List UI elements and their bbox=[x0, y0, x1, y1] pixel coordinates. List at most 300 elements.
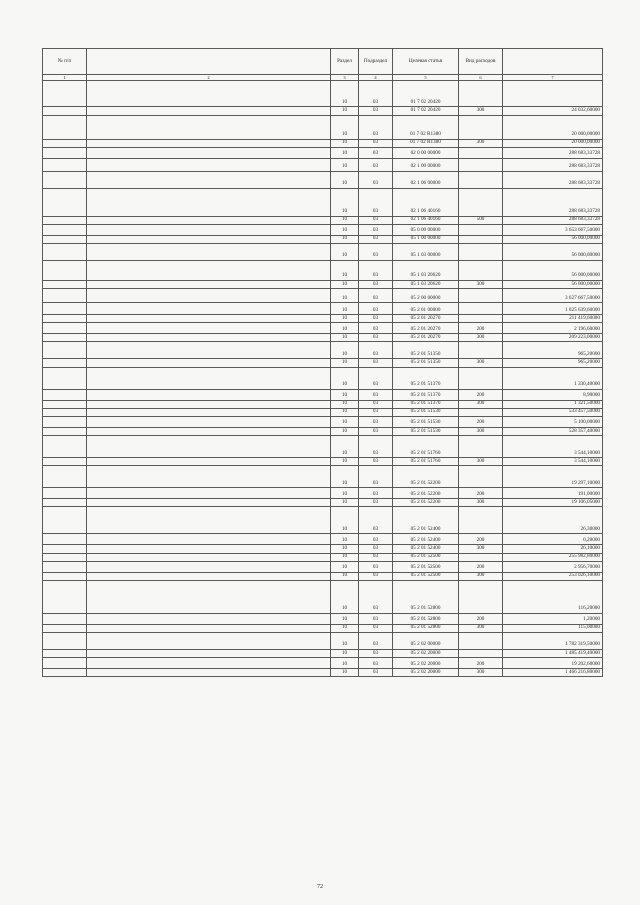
cell-number bbox=[43, 158, 87, 171]
cell-target-article: 05 2 01 51760 bbox=[393, 436, 459, 458]
table-row bbox=[43, 147, 603, 158]
cell-amount: 20 000,00000 bbox=[503, 139, 603, 147]
table-row bbox=[43, 545, 603, 553]
cell-target-article: 05 2 01 52400 bbox=[393, 545, 459, 553]
cell-razdel: 10 bbox=[331, 115, 359, 139]
cell-expense-type bbox=[459, 408, 503, 416]
cell-razdel: 10 bbox=[331, 572, 359, 580]
cell-number bbox=[43, 289, 87, 303]
cell-expense-type: 300 bbox=[459, 107, 503, 115]
table-row bbox=[43, 315, 603, 323]
cell-target-article: 05 2 01 52800 bbox=[393, 613, 459, 624]
cell-razdel: 10 bbox=[331, 158, 359, 171]
cell-target-article: 05 2 02 20000 bbox=[393, 650, 459, 658]
header-name bbox=[87, 49, 331, 75]
cell-target-article: 02 1 06 40160 bbox=[393, 188, 459, 216]
cell-number bbox=[43, 669, 87, 677]
cell-expense-type: 300 bbox=[459, 334, 503, 342]
cell-podrazdel: 03 bbox=[359, 158, 393, 171]
table-row bbox=[43, 427, 603, 435]
cell-razdel: 10 bbox=[331, 260, 359, 280]
cell-amount: 965,20000 bbox=[503, 342, 603, 359]
cell-podrazdel: 03 bbox=[359, 580, 393, 613]
budget-table bbox=[42, 48, 603, 677]
cell-expense-type bbox=[459, 436, 503, 458]
cell-name bbox=[87, 561, 331, 572]
cell-target-article: 02 1 06 00000 bbox=[393, 171, 459, 188]
cell-podrazdel: 03 bbox=[359, 669, 393, 677]
cell-name bbox=[87, 572, 331, 580]
cell-podrazdel: 03 bbox=[359, 408, 393, 416]
cell-razdel: 10 bbox=[331, 359, 359, 367]
cell-razdel: 10 bbox=[331, 561, 359, 572]
cell-name bbox=[87, 188, 331, 216]
header-number: № п/п bbox=[43, 49, 87, 75]
cell-target-article: 01 7 02 R1380 bbox=[393, 115, 459, 139]
cell-amount: 1,20000 bbox=[503, 613, 603, 624]
cell-expense-type: 200 bbox=[459, 323, 503, 334]
cell-name bbox=[87, 216, 331, 224]
cell-name bbox=[87, 624, 331, 632]
cell-razdel: 10 bbox=[331, 650, 359, 658]
table-row bbox=[43, 572, 603, 580]
cell-target-article: 05 2 01 52500 bbox=[393, 572, 459, 580]
column-number: 7 bbox=[503, 75, 603, 81]
cell-expense-type: 300 bbox=[459, 400, 503, 408]
cell-podrazdel: 03 bbox=[359, 147, 393, 158]
cell-expense-type bbox=[459, 235, 503, 243]
cell-razdel: 10 bbox=[331, 613, 359, 624]
cell-amount: 1 321,50000 bbox=[503, 400, 603, 408]
cell-name bbox=[87, 499, 331, 507]
table-row bbox=[43, 408, 603, 416]
cell-name bbox=[87, 280, 331, 288]
cell-podrazdel: 03 bbox=[359, 650, 393, 658]
cell-number bbox=[43, 216, 87, 224]
column-number: 6 bbox=[459, 75, 503, 81]
cell-name bbox=[87, 171, 331, 188]
table-row bbox=[43, 342, 603, 359]
cell-razdel: 10 bbox=[331, 507, 359, 534]
table-row bbox=[43, 171, 603, 188]
cell-name bbox=[87, 342, 331, 359]
cell-target-article: 01 7 02 20420 bbox=[393, 107, 459, 115]
cell-razdel: 10 bbox=[331, 224, 359, 235]
page-number: 72 bbox=[317, 884, 323, 890]
cell-podrazdel: 03 bbox=[359, 427, 393, 435]
table-row bbox=[43, 367, 603, 389]
cell-podrazdel: 03 bbox=[359, 235, 393, 243]
cell-name bbox=[87, 416, 331, 427]
cell-name bbox=[87, 613, 331, 624]
cell-name bbox=[87, 658, 331, 669]
cell-name bbox=[87, 427, 331, 435]
column-number: 2 bbox=[87, 75, 331, 81]
cell-expense-type: 300 bbox=[459, 545, 503, 553]
cell-number bbox=[43, 243, 87, 260]
cell-amount: 211 419,60000 bbox=[503, 315, 603, 323]
cell-expense-type bbox=[459, 158, 503, 171]
cell-number bbox=[43, 334, 87, 342]
cell-amount: 26,10000 bbox=[503, 545, 603, 553]
cell-name bbox=[87, 115, 331, 139]
cell-amount: 1 330,40000 bbox=[503, 367, 603, 389]
cell-razdel: 10 bbox=[331, 534, 359, 545]
cell-amount: 253 026,10000 bbox=[503, 572, 603, 580]
cell-podrazdel: 03 bbox=[359, 342, 393, 359]
cell-expense-type: 300 bbox=[459, 572, 503, 580]
cell-name bbox=[87, 669, 331, 677]
cell-expense-type bbox=[459, 303, 503, 315]
cell-target-article: 05 2 01 52800 bbox=[393, 624, 459, 632]
cell-razdel: 10 bbox=[331, 235, 359, 243]
cell-expense-type: 200 bbox=[459, 561, 503, 572]
cell-amount: 288 683,33728 bbox=[503, 171, 603, 188]
cell-number bbox=[43, 147, 87, 158]
cell-expense-type: 300 bbox=[459, 624, 503, 632]
table-row bbox=[43, 260, 603, 280]
cell-podrazdel: 03 bbox=[359, 466, 393, 488]
table-row bbox=[43, 650, 603, 658]
cell-amount: 56 000,00000 bbox=[503, 235, 603, 243]
cell-target-article: 05 2 02 20000 bbox=[393, 669, 459, 677]
table-row bbox=[43, 303, 603, 315]
cell-amount: 19 297,10000 bbox=[503, 466, 603, 488]
cell-razdel: 10 bbox=[331, 553, 359, 561]
cell-name bbox=[87, 507, 331, 534]
cell-number bbox=[43, 81, 87, 107]
cell-name bbox=[87, 545, 331, 553]
header-podrazdel: Подраздел bbox=[359, 49, 393, 75]
cell-number bbox=[43, 613, 87, 624]
cell-podrazdel: 03 bbox=[359, 216, 393, 224]
cell-razdel: 10 bbox=[331, 633, 359, 650]
table-row bbox=[43, 107, 603, 115]
cell-number bbox=[43, 359, 87, 367]
cell-razdel: 10 bbox=[331, 466, 359, 488]
table-row bbox=[43, 188, 603, 216]
cell-name bbox=[87, 315, 331, 323]
cell-amount: 528 357,40000 bbox=[503, 427, 603, 435]
column-number: 3 bbox=[331, 75, 359, 81]
cell-amount: 288 683,33728 bbox=[503, 147, 603, 158]
table-row bbox=[43, 224, 603, 235]
cell-target-article: 01 7 02 R1380 bbox=[393, 139, 459, 147]
cell-podrazdel: 03 bbox=[359, 507, 393, 534]
cell-podrazdel: 03 bbox=[359, 107, 393, 115]
cell-number bbox=[43, 367, 87, 389]
cell-expense-type bbox=[459, 650, 503, 658]
cell-expense-type bbox=[459, 115, 503, 139]
cell-number bbox=[43, 188, 87, 216]
cell-name bbox=[87, 367, 331, 389]
cell-expense-type: 200 bbox=[459, 613, 503, 624]
table-header-row bbox=[43, 49, 603, 75]
cell-number bbox=[43, 624, 87, 632]
cell-name bbox=[87, 458, 331, 466]
cell-razdel: 10 bbox=[331, 81, 359, 107]
cell-podrazdel: 03 bbox=[359, 613, 393, 624]
cell-number bbox=[43, 466, 87, 488]
cell-razdel: 10 bbox=[331, 280, 359, 288]
cell-podrazdel: 03 bbox=[359, 416, 393, 427]
cell-target-article: 05 2 01 51530 bbox=[393, 427, 459, 435]
cell-number bbox=[43, 303, 87, 315]
cell-podrazdel: 03 bbox=[359, 400, 393, 408]
table-row bbox=[43, 81, 603, 107]
cell-podrazdel: 03 bbox=[359, 224, 393, 235]
cell-amount: 20 000,00000 bbox=[503, 115, 603, 139]
cell-expense-type bbox=[459, 342, 503, 359]
cell-target-article: 05 2 01 51350 bbox=[393, 359, 459, 367]
cell-expense-type: 300 bbox=[459, 280, 503, 288]
cell-expense-type bbox=[459, 315, 503, 323]
cell-number bbox=[43, 561, 87, 572]
column-number: 1 bbox=[43, 75, 87, 81]
cell-amount: 8,90000 bbox=[503, 389, 603, 400]
cell-podrazdel: 03 bbox=[359, 389, 393, 400]
cell-expense-type bbox=[459, 243, 503, 260]
cell-expense-type bbox=[459, 188, 503, 216]
cell-podrazdel: 03 bbox=[359, 115, 393, 139]
cell-razdel: 10 bbox=[331, 323, 359, 334]
cell-name bbox=[87, 334, 331, 342]
cell-number bbox=[43, 488, 87, 499]
cell-expense-type bbox=[459, 289, 503, 303]
cell-amount: 3 653 667,50000 bbox=[503, 224, 603, 235]
cell-razdel: 10 bbox=[331, 367, 359, 389]
cell-target-article: 01 7 02 20420 bbox=[393, 81, 459, 107]
cell-podrazdel: 03 bbox=[359, 315, 393, 323]
cell-amount: 3 627 667,50000 bbox=[503, 289, 603, 303]
cell-expense-type: 500 bbox=[459, 216, 503, 224]
cell-number bbox=[43, 545, 87, 553]
cell-razdel: 10 bbox=[331, 458, 359, 466]
cell-target-article: 05 2 01 51370 bbox=[393, 367, 459, 389]
cell-podrazdel: 03 bbox=[359, 334, 393, 342]
cell-expense-type: 300 bbox=[459, 359, 503, 367]
cell-razdel: 10 bbox=[331, 408, 359, 416]
cell-podrazdel: 03 bbox=[359, 488, 393, 499]
cell-expense-type: 300 bbox=[459, 499, 503, 507]
cell-expense-type: 300 bbox=[459, 427, 503, 435]
table-row bbox=[43, 243, 603, 260]
cell-target-article: 05 2 02 00000 bbox=[393, 633, 459, 650]
table-row bbox=[43, 436, 603, 458]
table-row bbox=[43, 669, 603, 677]
table-row bbox=[43, 466, 603, 488]
cell-amount: 19 202,60000 bbox=[503, 658, 603, 669]
cell-target-article: 05 2 01 52400 bbox=[393, 534, 459, 545]
cell-target-article: 05 2 01 52400 bbox=[393, 507, 459, 534]
cell-amount: 3 544,10000 bbox=[503, 436, 603, 458]
cell-amount: 1 025 639,60000 bbox=[503, 303, 603, 315]
cell-number bbox=[43, 139, 87, 147]
cell-razdel: 10 bbox=[331, 289, 359, 303]
cell-razdel: 10 bbox=[331, 315, 359, 323]
cell-number bbox=[43, 507, 87, 534]
cell-number bbox=[43, 658, 87, 669]
cell-name bbox=[87, 323, 331, 334]
cell-name bbox=[87, 580, 331, 613]
cell-amount: 116,20000 bbox=[503, 580, 603, 613]
cell-target-article: 05 1 00 00000 bbox=[393, 235, 459, 243]
table-row bbox=[43, 633, 603, 650]
table-row bbox=[43, 400, 603, 408]
cell-podrazdel: 03 bbox=[359, 323, 393, 334]
cell-podrazdel: 03 bbox=[359, 260, 393, 280]
cell-target-article: 05 2 01 51530 bbox=[393, 416, 459, 427]
cell-number bbox=[43, 633, 87, 650]
cell-podrazdel: 03 bbox=[359, 436, 393, 458]
cell-number bbox=[43, 400, 87, 408]
cell-number bbox=[43, 235, 87, 243]
table-row bbox=[43, 624, 603, 632]
cell-amount: 533 457,50000 bbox=[503, 408, 603, 416]
cell-target-article: 05 2 01 51370 bbox=[393, 389, 459, 400]
cell-razdel: 10 bbox=[331, 188, 359, 216]
cell-podrazdel: 03 bbox=[359, 289, 393, 303]
cell-amount: 56 000,00000 bbox=[503, 243, 603, 260]
cell-podrazdel: 03 bbox=[359, 367, 393, 389]
header-expense-type: Вид расходов bbox=[459, 49, 503, 75]
cell-razdel: 10 bbox=[331, 139, 359, 147]
cell-target-article: 05 1 03 20620 bbox=[393, 280, 459, 288]
cell-amount: 56 000,00000 bbox=[503, 280, 603, 288]
cell-name bbox=[87, 243, 331, 260]
cell-target-article: 05 2 01 20270 bbox=[393, 334, 459, 342]
cell-podrazdel: 03 bbox=[359, 534, 393, 545]
cell-expense-type: 200 bbox=[459, 534, 503, 545]
cell-podrazdel: 03 bbox=[359, 81, 393, 107]
cell-name bbox=[87, 650, 331, 658]
cell-podrazdel: 03 bbox=[359, 458, 393, 466]
cell-podrazdel: 03 bbox=[359, 280, 393, 288]
cell-name bbox=[87, 139, 331, 147]
cell-number bbox=[43, 107, 87, 115]
cell-name bbox=[87, 488, 331, 499]
cell-number bbox=[43, 408, 87, 416]
cell-expense-type: 200 bbox=[459, 658, 503, 669]
cell-target-article: 05 2 01 52500 bbox=[393, 553, 459, 561]
cell-razdel: 10 bbox=[331, 342, 359, 359]
table-row bbox=[43, 499, 603, 507]
table-row bbox=[43, 613, 603, 624]
cell-expense-type: 200 bbox=[459, 416, 503, 427]
cell-number bbox=[43, 115, 87, 139]
table-row bbox=[43, 658, 603, 669]
cell-expense-type bbox=[459, 81, 503, 107]
cell-expense-type bbox=[459, 553, 503, 561]
cell-expense-type: 200 bbox=[459, 389, 503, 400]
cell-amount: 56 000,00000 bbox=[503, 260, 603, 280]
cell-amount: 288 683,33728 bbox=[503, 158, 603, 171]
column-number: 5 bbox=[393, 75, 459, 81]
cell-target-article: 05 2 01 51370 bbox=[393, 400, 459, 408]
cell-amount: 288 683,33728 bbox=[503, 216, 603, 224]
cell-amount: 19 106,05000 bbox=[503, 499, 603, 507]
cell-target-article: 05 2 01 51760 bbox=[393, 458, 459, 466]
table-row bbox=[43, 216, 603, 224]
cell-razdel: 10 bbox=[331, 658, 359, 669]
cell-target-article: 05 2 01 52500 bbox=[393, 561, 459, 572]
cell-expense-type bbox=[459, 633, 503, 650]
cell-amount: 1 466 216,80000 bbox=[503, 669, 603, 677]
cell-amount: 255 982,80000 bbox=[503, 553, 603, 561]
table-body bbox=[43, 81, 603, 677]
cell-name bbox=[87, 389, 331, 400]
cell-amount: 209 223,00000 bbox=[503, 334, 603, 342]
cell-amount: 191,00000 bbox=[503, 488, 603, 499]
cell-name bbox=[87, 359, 331, 367]
cell-number bbox=[43, 171, 87, 188]
cell-target-article: 05 2 01 52800 bbox=[393, 580, 459, 613]
cell-target-article: 02 1 06 40160 bbox=[393, 216, 459, 224]
cell-amount: 2 196,60000 bbox=[503, 323, 603, 334]
cell-target-article: 05 2 01 20270 bbox=[393, 315, 459, 323]
cell-expense-type bbox=[459, 147, 503, 158]
cell-number bbox=[43, 224, 87, 235]
table-row bbox=[43, 580, 603, 613]
header-target-article: Целевая статья bbox=[393, 49, 459, 75]
table-row bbox=[43, 158, 603, 171]
cell-razdel: 10 bbox=[331, 147, 359, 158]
cell-podrazdel: 03 bbox=[359, 359, 393, 367]
cell-expense-type bbox=[459, 367, 503, 389]
cell-name bbox=[87, 303, 331, 315]
cell-razdel: 10 bbox=[331, 436, 359, 458]
cell-amount: 5 100,00000 bbox=[503, 416, 603, 427]
cell-name bbox=[87, 400, 331, 408]
cell-expense-type bbox=[459, 507, 503, 534]
cell-name bbox=[87, 158, 331, 171]
cell-number bbox=[43, 580, 87, 613]
cell-podrazdel: 03 bbox=[359, 553, 393, 561]
cell-number bbox=[43, 260, 87, 280]
cell-razdel: 10 bbox=[331, 488, 359, 499]
cell-amount: 2 956,70000 bbox=[503, 561, 603, 572]
cell-razdel: 10 bbox=[331, 334, 359, 342]
cell-podrazdel: 03 bbox=[359, 303, 393, 315]
cell-name bbox=[87, 224, 331, 235]
cell-razdel: 10 bbox=[331, 499, 359, 507]
cell-amount: 26,30000 bbox=[503, 507, 603, 534]
table-row bbox=[43, 280, 603, 288]
table-row bbox=[43, 488, 603, 499]
cell-amount: 24 032,60000 bbox=[503, 107, 603, 115]
cell-number bbox=[43, 534, 87, 545]
cell-podrazdel: 03 bbox=[359, 171, 393, 188]
table-row bbox=[43, 553, 603, 561]
cell-razdel: 10 bbox=[331, 107, 359, 115]
cell-razdel: 10 bbox=[331, 669, 359, 677]
cell-amount: 965,20000 bbox=[503, 359, 603, 367]
cell-number bbox=[43, 389, 87, 400]
cell-name bbox=[87, 260, 331, 280]
cell-amount: 0,20000 bbox=[503, 534, 603, 545]
cell-podrazdel: 03 bbox=[359, 499, 393, 507]
cell-amount: 288 683,33728 bbox=[503, 188, 603, 216]
cell-expense-type: 300 bbox=[459, 139, 503, 147]
cell-amount: 3 544,10000 bbox=[503, 458, 603, 466]
cell-target-article: 05 0 00 00000 bbox=[393, 224, 459, 235]
cell-target-article: 05 2 00 00000 bbox=[393, 289, 459, 303]
cell-razdel: 10 bbox=[331, 580, 359, 613]
cell-amount: 115,00000 bbox=[503, 624, 603, 632]
table-row bbox=[43, 389, 603, 400]
cell-razdel: 10 bbox=[331, 243, 359, 260]
cell-number bbox=[43, 416, 87, 427]
